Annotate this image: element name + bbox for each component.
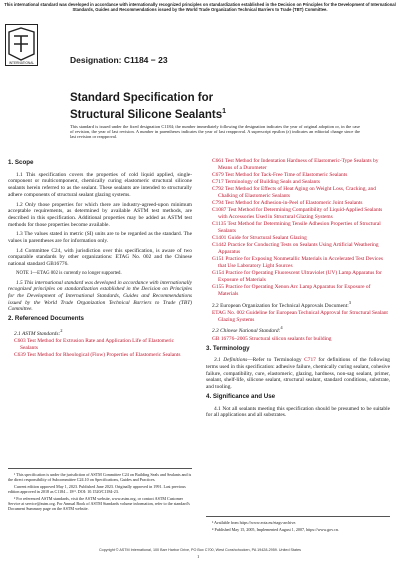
left-column: [8, 157, 192, 359]
reference-title[interactable]: Test Method for Extrusion Rate and Application Life of Elastomeric Sealants: [20, 338, 175, 352]
section-4-heading: 4. Significance and Use: [206, 392, 276, 400]
reference-code[interactable]: C792: [212, 186, 224, 193]
reference-code[interactable]: ETAG No. 002: [212, 310, 245, 317]
reference-code[interactable]: G155: [212, 284, 224, 291]
title-line-1: Standard Specification for: [70, 92, 214, 104]
reference-code[interactable]: C717: [212, 179, 224, 186]
reference-code[interactable]: C679: [212, 171, 224, 178]
reference-title[interactable]: Practice for Operating Xenon Arc Lamp Apparatus for Exposure of Materials: [218, 284, 371, 297]
reference-title[interactable]: Practice for Conducting Tests on Sealants Using Artificial Weathering Apparatus: [218, 242, 379, 256]
reference-title[interactable]: Test Method for Determining Tensile Adhesion Properties of Structural Sealants: [218, 221, 381, 235]
reference-title[interactable]: Test Method for Determining Compatibility of Liquid-Applied Sealants with Accessories Used in Structural Glazing Systems: [218, 207, 383, 221]
reference-item[interactable]: [212, 284, 390, 297]
astm-logo: [5, 24, 38, 66]
terminology-link[interactable]: C717: [304, 357, 316, 364]
footnote-1: ¹ This specification is under the jurisdiction of ASTM Committee C24 on Building Seals and Sealants and is the direct responsibility of Subcommittee C24.10 on Specifications, Guides and Practices.: [8, 472, 192, 482]
reference-item[interactable]: [14, 352, 192, 359]
para-1-5: 1.5 This international standard was developed in accordance with internationally recognized principles on standardization established in the Decision on Principles for the Development of International Standards, Guides and Recommendations issued by the World Trade Organization Technical Barriers to Trade (TBT) Committee.: [8, 279, 192, 313]
logo-caption: INTERNATIONAL: [8, 61, 35, 65]
reference-item[interactable]: [212, 186, 390, 199]
issuance-note: This standard is issued under the fixed designation C1184; the number immediately following the designation indicates the year of original adoption or, in the case of revision, the year of last revision. A number in parentheses indicates the year of last reapproval. A superscript epsilon (ε) indicates an editorial change since the last revision or reapproval.: [70, 124, 360, 140]
footnote-2: ² For referenced ASTM standards, visit the ASTM website, www.astm.org, or contact ASTM Customer Service at service@astm.org. For Annual Book of ASTM Standards volume information, refer to the standard's Document Summary page on the ASTM website.: [8, 496, 190, 511]
reference-item[interactable]: [212, 235, 390, 242]
reference-code[interactable]: C1401: [212, 235, 227, 242]
gb-reference[interactable]: [212, 336, 390, 343]
reference-item[interactable]: [14, 338, 192, 351]
reference-title[interactable]: Test Method for Indentation Hardness of Elastomeric-Type Sealants by Means of a Durometer: [218, 158, 379, 171]
reference-code[interactable]: C1135: [212, 221, 227, 228]
reference-item[interactable]: [212, 221, 390, 234]
section-3-heading: 3. Terminology: [206, 344, 250, 352]
reference-code[interactable]: C1442: [212, 242, 227, 249]
title-line-2: Structural Silicone Sealants$^1$: [70, 108, 227, 121]
reference-title[interactable]: Practice for Exposing Nonmetallic Materials in Accelerated Test Devices that Use Laboratory Light Sources: [218, 256, 383, 270]
section-1-heading: 1. Scope: [8, 159, 34, 166]
document-title: [70, 92, 370, 122]
reference-title[interactable]: Test Method for Adhesion-in-Peel of Elastomeric Joint Sealants: [224, 200, 363, 207]
para-3-1: 3.1 Definitions—Refer to Terminology C717 for definitions of the following terms used in this specification: adhesive failure, chemically curing sealant, cohesive failure, compatibility, cure, elastomeric, glazing, hardness, non-sag sealant, primer, sealant, shelf-life, silicone sealant, structural sealant, standard conditions, substrate, and tooling.: [206, 357, 390, 391]
footnote-3: ³ Available from https://www.eota.eu/etags-archive.: [212, 520, 297, 525]
reference-title[interactable]: Test Method for Effects of Heat Aging on Weight Loss, Cracking, and Chalking of Elastomeric Sealants: [218, 186, 376, 200]
para-2-3: 2.3 Chinese National Standard:$^4$: [212, 325, 283, 335]
reference-item[interactable]: [212, 172, 390, 179]
reference-item[interactable]: [212, 270, 390, 283]
page-number: 1: [197, 554, 200, 559]
tbt-banner: This international standard was developed in accordance with internationally recognized principles on standardization established in the Decision on Principles for the Development of International Standards, Guides and Recommendations issued by the World Trade Organization Technical Barriers to Trade (TBT) Committee.: [4, 2, 396, 12]
reference-item[interactable]: [212, 179, 390, 186]
reference-code[interactable]: G154: [212, 270, 224, 277]
reference-item[interactable]: [212, 158, 390, 171]
reference-code[interactable]: C661: [212, 158, 224, 164]
reference-code[interactable]: C794: [212, 200, 224, 207]
para-1-3: 1.3 The values stated in metric (SI) units are to be regarded as the standard. The values in parentheses are for information only.: [8, 231, 192, 245]
para-4-1: 4.1 Not all sealants meeting this specification should be presumed to be suitable for all applications and all substrates.: [206, 405, 390, 419]
note-1: NOTE 1—ETAG 002 is currently no longer supported.: [16, 270, 122, 276]
right-footnotes: [206, 516, 390, 534]
reference-item[interactable]: [212, 242, 390, 255]
copyright-notice: Copyright © ASTM International, 100 Barr Harbor Drive, PO Box C700, West Conshohocken, PA 19428-2959. United States: [98, 548, 301, 552]
para-1-2: 1.2 Only those properties for which there are industry-agreed-upon minimum acceptable requirements, as determined by available ASTM test methods, are described in this specification. Additional properties may be added as ASTM test methods for those properties become available.: [8, 201, 192, 228]
para-1-1: 1.1 This specification covers the properties of cold liquid applied, single-component or multicomponent, chemically curing elastomeric structural silicone sealants herein referred to as the sealant. These sealants are intended to structurally adhere components of structural sealant glazing systems.: [8, 171, 192, 198]
section-2-heading: 2. Referenced Documents: [8, 315, 84, 323]
footnote-1-edition: Current edition approved May 1, 2023. Published June 2023. Originally approved in 1991. Last previous edition approved in 2018 as C1184 – 18ᵉ¹. DOI: 10.1520/C1184-23.: [8, 484, 186, 494]
reference-item[interactable]: [212, 207, 390, 220]
reference-code[interactable]: C1087: [212, 207, 227, 214]
reference-title[interactable]: Terminology of Building Seals and Sealants: [224, 179, 320, 186]
reference-code[interactable]: GB 16776–2005: [212, 335, 248, 342]
etag-reference[interactable]: [212, 310, 390, 323]
reference-title[interactable]: Guideline for European Technical Approval for Structural Sealant Glazing Systems: [218, 310, 388, 323]
para-2-2: 2.2 European Organization for Technical Approvals Document:$^3$: [212, 299, 351, 309]
reference-title[interactable]: Structural silicon sealants for building: [249, 335, 332, 342]
reference-title[interactable]: Practice for Operating Fluorescent Ultraviolet (UV) Lamp Apparatus for Exposure of Materials: [218, 270, 382, 283]
reference-code[interactable]: G151: [212, 256, 224, 263]
right-column: [206, 158, 390, 422]
reference-title[interactable]: Test Method for Rheological (Flow) Properties of Elastomeric Sealants: [26, 352, 181, 359]
title-footnote-marker: 1: [222, 108, 227, 115]
reference-title[interactable]: Test Method for Tack-Free Time of Elastomeric Sealants: [224, 171, 348, 178]
reference-title[interactable]: Guide for Structural Sealant Glazing: [227, 235, 307, 242]
reference-code[interactable]: C603: [14, 338, 26, 345]
reference-item[interactable]: [212, 256, 390, 269]
footnote-4: ⁴ Published May 15, 2005, Implemented August 1, 2007, https://www.gov.cn.: [212, 527, 339, 532]
designation: Designation: C1184 − 23: [70, 55, 168, 65]
reference-code[interactable]: C639: [14, 352, 26, 359]
left-footnotes: [8, 468, 192, 513]
reference-item[interactable]: [212, 200, 390, 207]
para-2-1: 2.1 ASTM Standards:$^2$: [14, 327, 63, 337]
para-1-4: 1.4 Committee C24, with jurisdiction over this specification, is aware of two comparable standards by other organizations: ETAG No. 002 and the Chinese national standard GB16776.: [8, 247, 192, 268]
